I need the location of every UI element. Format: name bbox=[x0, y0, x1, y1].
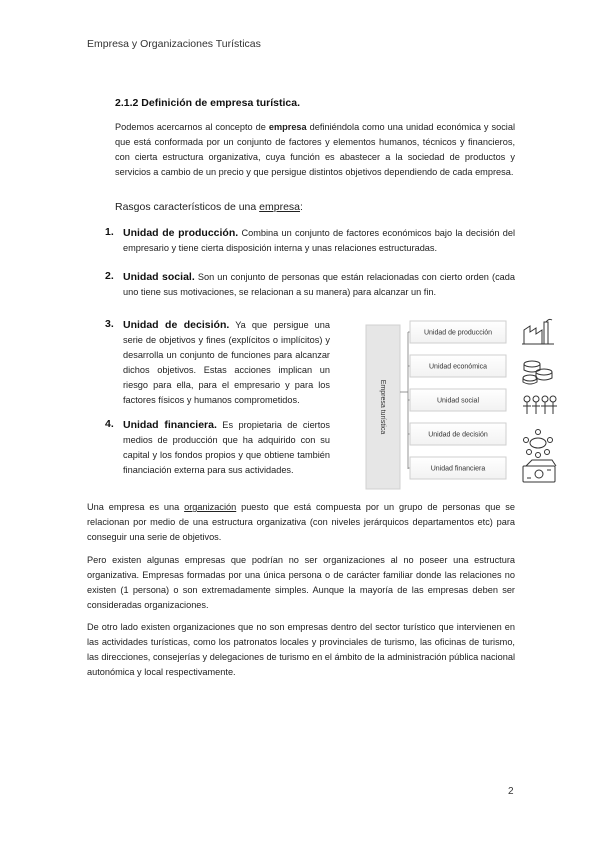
list-item-financiera bbox=[123, 418, 330, 478]
intro-text-start: Podemos acercarnos al concepto de bbox=[115, 122, 269, 132]
list-number-2: 2. bbox=[105, 270, 114, 282]
rasgos-heading bbox=[115, 201, 303, 213]
list-item-title: Unidad de producción. bbox=[123, 227, 239, 239]
list-number-1: 1. bbox=[105, 226, 114, 238]
organizaciones-no-empresas-paragraph: De otro lado existen organizaciones que no son empresas dentro del sector turístico que intervienen en las actividades turísticas, como los patronatos locales y provinciales de turismo, las oficinas de turismo, las direcciones, consejerías y delegaciones de turismo en el ámbito de la administración pública nacional autonómica y local respectivamente. bbox=[87, 622, 515, 677]
list-item-text: Es propietaria de ciertos medios de producción que ha adquirido con su capital y los fondos propios y que obtiene también financiación externa para sus actividades. bbox=[123, 420, 330, 475]
diagram-node-label: Unidad financiera bbox=[430, 465, 486, 473]
list-item-social bbox=[123, 270, 515, 300]
p1-underlined: organización bbox=[184, 502, 237, 512]
rasgos-prefix: Rasgos característicos de una bbox=[115, 201, 260, 213]
rasgos-underlined: empresa bbox=[259, 201, 301, 213]
list-item-text: Son un conjunto de personas que están relacionadas con cierto orden (cada uno tiene sus motivaciones, se relacionan a su manera) para alcanzar un fin. bbox=[123, 272, 516, 297]
page-number: 2 bbox=[508, 786, 514, 797]
diagram-root-label: Empresa turística bbox=[379, 379, 386, 435]
meeting-icon bbox=[524, 430, 553, 458]
list-item-produccion bbox=[123, 226, 515, 256]
page-header: Empresa y Organizaciones Turísticas bbox=[87, 38, 261, 50]
intro-bold-term: empresa bbox=[268, 122, 307, 132]
people-icon bbox=[523, 396, 557, 414]
p1-end: puesto que está compuesta por un grupo de personas que se relacionan por medio de una estructura organizativa (con niveles jerárquicos departamentos etc) para conseguir una serie de objetivos. bbox=[87, 502, 516, 542]
list-number-3: 3. bbox=[105, 318, 114, 330]
list-number-4: 4. bbox=[105, 418, 114, 430]
list-item-text: Combina un conjunto de factores económicos bajo la decisión del empresario y tiene cierta disposición interna y unas relaciones estructuradas. bbox=[123, 228, 515, 253]
organizacion-paragraph bbox=[87, 500, 515, 545]
coins-icon bbox=[523, 361, 552, 384]
list-item-title: Unidad financiera. bbox=[123, 419, 217, 431]
p1-start: Una empresa es una bbox=[87, 502, 185, 512]
diagram-node-label: Unidad de producción bbox=[423, 329, 493, 337]
banknote-icon bbox=[523, 460, 556, 482]
intro-text-end: definiéndola como una unidad económica y social que está conformada por un conjunto de factores y elementos humanos, técnicos y financieros, con cierta estructura organizativa, cuya función es abastecer a la sociedad de productos y servicios a cambio de un precio y que persigue distintos objetivos dependiendo de cada empresa. bbox=[115, 122, 516, 177]
list-item-text: Ya que persigue una serie de objetivos y fines (explícitos o implícitos) y desarrolla un conjunto de funciones para alcanzar dichos objetivos. Estas acciones implican un riesgo para ella, para el empresario y para los factores físicos y humanos comprometidos. bbox=[123, 320, 331, 405]
diagram-node-label: Unidad de decisión bbox=[428, 431, 488, 439]
rasgos-suffix: : bbox=[300, 201, 303, 213]
intro-paragraph bbox=[115, 120, 515, 180]
empresa-diagram bbox=[340, 310, 575, 492]
list-item-title: Unidad social. bbox=[123, 271, 195, 283]
list-item-title: Unidad de decisión. bbox=[123, 319, 230, 331]
diagram-node-label: Unidad social bbox=[436, 397, 480, 405]
empresas-no-organizaciones-paragraph: Pero existen algunas empresas que podrían no ser organizaciones al no poseer una estructura organizativa. Empresas formadas por una única persona o de carácter familiar donde las relaciones no existen (1 persona) o son extremadamente simples. Aunque la mayoría de las empresas deben ser consideradas organizaciones. bbox=[87, 555, 515, 610]
section-heading: 2.1.2 Definición de empresa turística. bbox=[115, 97, 300, 109]
diagram-node-label: Unidad económica bbox=[429, 363, 487, 371]
factory-icon bbox=[522, 319, 554, 344]
list-item-decision bbox=[123, 318, 330, 408]
